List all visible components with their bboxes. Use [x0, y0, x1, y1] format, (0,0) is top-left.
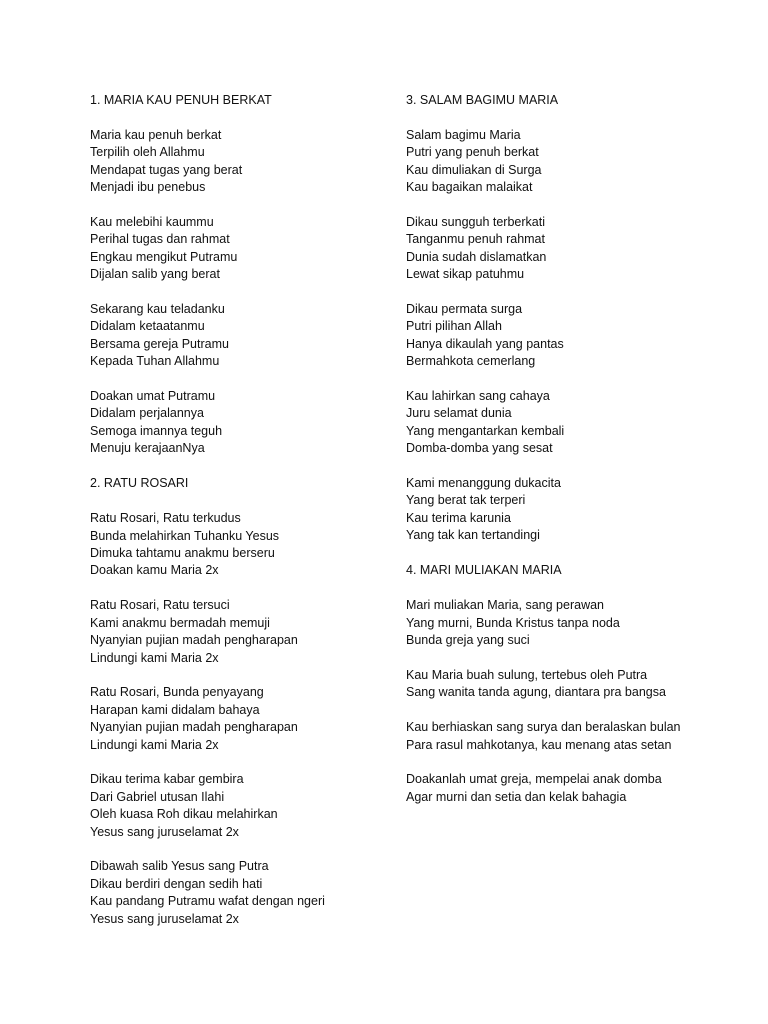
- lyric-line: Kau lahirkan sang cahaya: [406, 388, 550, 403]
- lyric-line: Yesus sang juruselamat 2x: [90, 824, 239, 839]
- lyric-line: Perihal tugas dan rahmat: [90, 232, 230, 247]
- lyric-line: Hanya dikaulah yang pantas: [406, 336, 564, 351]
- left-column: [90, 92, 410, 946]
- lyric-line: Oleh kuasa Roh dikau melahirkan: [90, 807, 278, 822]
- lyric-line: Semoga imannya teguh: [90, 423, 223, 438]
- lyric-line: Engkau mengikut Putramu: [90, 249, 238, 264]
- lyric-line: Para rasul mahkotanya, kau menang atas setan: [406, 737, 672, 752]
- stanza: [90, 301, 410, 371]
- lyric-line: Agar murni dan setia dan kelak bahagia: [406, 789, 627, 804]
- lyric-line: Kau berhiaskan sang surya dan beralaskan bulan: [406, 720, 681, 735]
- lyric-line: Didalam ketaatanmu: [90, 319, 205, 334]
- lyric-line: Putri pilihan Allah: [406, 319, 502, 334]
- lyric-line: Bunda greja yang suci: [406, 633, 530, 648]
- song-1: [90, 92, 410, 457]
- lyric-line: Kepada Tuhan Allahmu: [90, 354, 220, 369]
- lyric-line: Domba-domba yang sesat: [406, 441, 553, 456]
- lyric-line: Maria kau penuh berkat: [90, 127, 222, 142]
- stanza: [406, 667, 726, 702]
- lyric-line: Kami anakmu bermadah memuji: [90, 615, 270, 630]
- lyric-line: Kau dimuliakan di Surga: [406, 162, 542, 177]
- lyric-line: Kau pandang Putramu wafat dengan ngeri: [90, 894, 325, 909]
- lyric-line: Kau Maria buah sulung, tertebus oleh Putra: [406, 667, 648, 682]
- stanza: [406, 719, 726, 754]
- lyric-line: Nyanyian pujian madah pengharapan: [90, 720, 298, 735]
- lyric-line: Sang wanita tanda agung, diantara pra bangsa: [406, 685, 666, 700]
- lyric-line: Yang murni, Bunda Kristus tanpa noda: [406, 615, 620, 630]
- lyric-line: Dari Gabriel utusan Ilahi: [90, 789, 225, 804]
- stanza: [406, 127, 726, 197]
- stanza: [90, 510, 410, 580]
- song-4: [406, 562, 726, 806]
- song-title: 1. MARIA KAU PENUH BERKAT: [90, 93, 272, 107]
- lyric-line: Kau bagaikan malaikat: [406, 180, 533, 195]
- stanza: [90, 597, 410, 667]
- lyric-line: Doakan umat Putramu: [90, 388, 216, 403]
- lyric-line: Lindungi kami Maria 2x: [90, 737, 219, 752]
- stanza: [90, 684, 410, 754]
- song-title: 4. MARI MULIAKAN MARIA: [406, 563, 562, 578]
- lyric-line: Mari muliakan Maria, sang perawan: [406, 598, 605, 613]
- lyric-line: Lewat sikap patuhmu: [406, 267, 525, 282]
- lyric-line: Tanganmu penuh rahmat: [406, 232, 545, 247]
- lyric-line: Dijalan salib yang berat: [90, 267, 220, 282]
- lyric-line: Harapan kami didalam bahaya: [90, 702, 260, 717]
- lyric-line: Sekarang kau teladanku: [90, 301, 225, 316]
- lyric-line: Menuju kerajaanNya: [90, 441, 205, 456]
- lyric-line: Ratu Rosari, Ratu terkudus: [90, 511, 241, 526]
- lyric-line: Bersama gereja Putramu: [90, 336, 229, 351]
- song-2: [90, 475, 410, 927]
- lyric-line: Menjadi ibu penebus: [90, 180, 206, 195]
- stanza: [406, 301, 726, 371]
- lyric-line: Salam bagimu Maria: [406, 127, 521, 142]
- stanza: [406, 771, 726, 806]
- stanza: [90, 127, 410, 197]
- lyric-line: Dikau berdiri dengan sedih hati: [90, 876, 263, 891]
- song-3: [406, 92, 726, 544]
- lyric-line: Ratu Rosari, Ratu tersuci: [90, 598, 230, 613]
- lyric-line: Terpilih oleh Allahmu: [90, 145, 205, 160]
- lyric-line: Yang berat tak terperi: [406, 493, 526, 508]
- stanza: [406, 475, 726, 545]
- lyric-line: Dimuka tahtamu anakmu berseru: [90, 546, 275, 561]
- lyric-line: Dikau terima kabar gembira: [90, 772, 244, 787]
- lyric-line: Didalam perjalannya: [90, 406, 204, 421]
- lyric-line: Dikau sungguh terberkati: [406, 214, 545, 229]
- lyric-line: Bermahkota cemerlang: [406, 354, 536, 369]
- lyric-line: Kau melebihi kaummu: [90, 214, 214, 229]
- right-column: [406, 92, 726, 824]
- lyric-line: Kau terima karunia: [406, 510, 511, 525]
- lyric-line: Doakanlah umat greja, mempelai anak domba: [406, 772, 662, 787]
- stanza: [90, 214, 410, 284]
- song-title: 3. SALAM BAGIMU MARIA: [406, 93, 559, 107]
- lyric-line: Yesus sang juruselamat 2x: [90, 911, 239, 926]
- stanza: [90, 388, 410, 458]
- lyric-line: Putri yang penuh berkat: [406, 145, 539, 160]
- lyric-line: Bunda melahirkan Tuhanku Yesus: [90, 528, 280, 543]
- lyric-line: Yang tak kan tertandingi: [406, 528, 540, 543]
- lyric-line: Dibawah salib Yesus sang Putra: [90, 859, 269, 874]
- lyric-line: Yang mengantarkan kembali: [406, 423, 565, 438]
- lyric-line: Nyanyian pujian madah pengharapan: [90, 633, 298, 648]
- lyric-line: Dunia sudah dislamatkan: [406, 249, 547, 264]
- stanza: [90, 858, 410, 928]
- stanza: [406, 388, 726, 458]
- song-title: 2. RATU ROSARI: [90, 476, 189, 491]
- lyric-line: Doakan kamu Maria 2x: [90, 563, 219, 578]
- lyric-line: Juru selamat dunia: [406, 406, 512, 421]
- lyric-line: Lindungi kami Maria 2x: [90, 650, 219, 665]
- lyric-line: Dikau permata surga: [406, 301, 523, 316]
- stanza: [406, 214, 726, 284]
- lyric-line: Kami menanggung dukacita: [406, 475, 561, 490]
- lyric-line: Ratu Rosari, Bunda penyayang: [90, 685, 264, 700]
- stanza: [90, 771, 410, 841]
- lyric-line: Mendapat tugas yang berat: [90, 162, 243, 177]
- stanza: [406, 597, 726, 649]
